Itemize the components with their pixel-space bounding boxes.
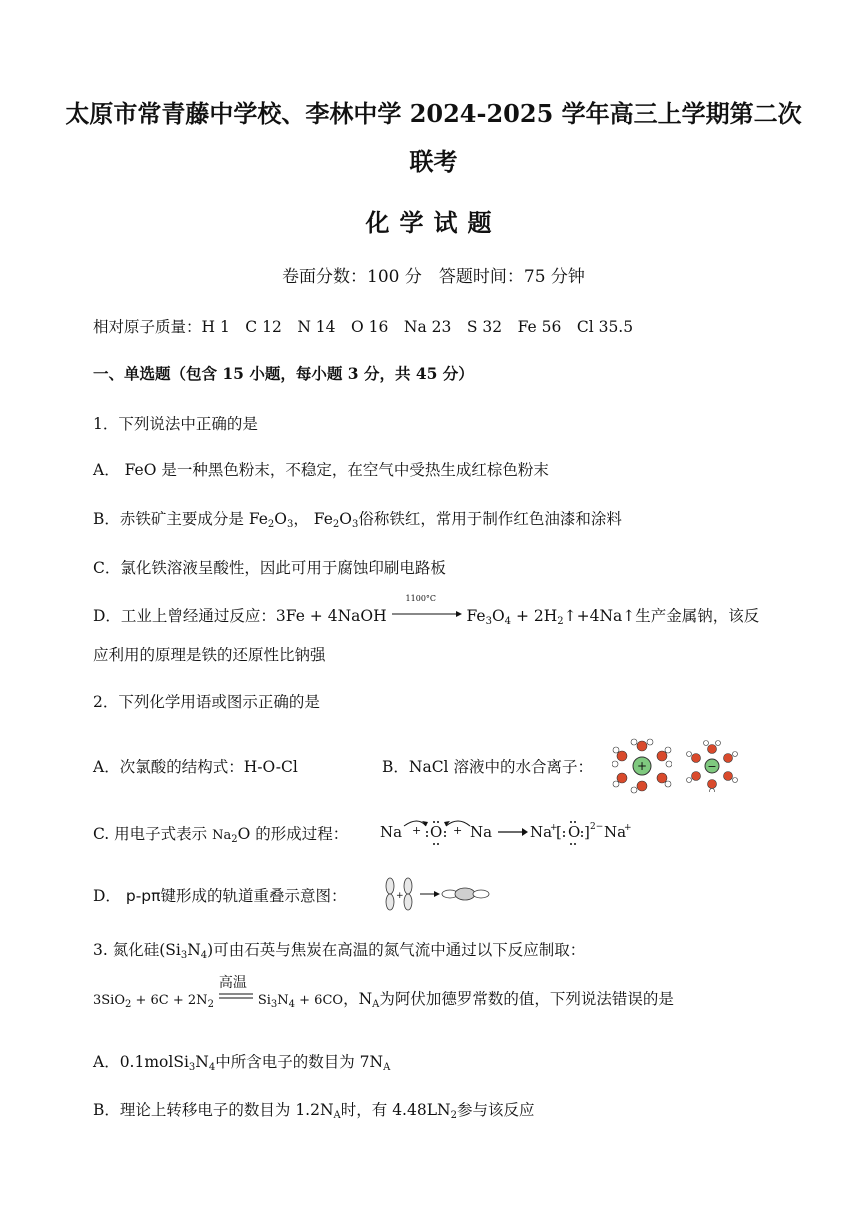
q1-option-b: B．赤铁矿主要成分是 $Fe_2O_3$， $Fe_2O_3$俗称铁红，常用于制作红色油漆和涂料 [93, 510, 622, 530]
arrow-icon [392, 609, 462, 619]
equation-condition: 高温 [219, 986, 253, 1004]
exam-subtitle: 化学试题 [365, 208, 502, 237]
svg-text:+: + [453, 824, 463, 837]
svg-text:+: + [636, 759, 648, 773]
svg-text:O: O [568, 823, 581, 841]
q1-option-c: C．氯化铁溶液呈酸性，因此可用于腐蚀印刷电路板 [93, 559, 446, 577]
equals-icon [219, 992, 253, 1000]
svg-text:Na: Na [604, 823, 627, 841]
svg-text:Na: Na [530, 823, 553, 841]
q2-option-a: A．次氯酸的结构式：H-O-Cl [93, 758, 298, 776]
q3-option-a: A．$0.1molSi_3N_4$中所含电子的数目为 $7N_A$ [93, 1053, 391, 1073]
svg-text:+: + [396, 891, 404, 901]
title-line-2: 联考 [409, 147, 458, 176]
orbital-overlap-icon [382, 876, 492, 912]
reaction-arrow: 1100°C [392, 603, 462, 621]
q1-option-d: D．工业上曾经通过反应：3Fe + 4NaOH 1100°C $Fe_3O_4$ + $2H_2↑+4Na↑$生产金属钠，该反 [93, 594, 760, 627]
svg-text:2−: 2− [590, 822, 604, 832]
svg-text:+: + [624, 823, 632, 833]
svg-text:[: [ [556, 823, 562, 841]
q2-stem: 2．下列化学用语或图示正确的是 [93, 693, 320, 711]
atomic-mass-line: 相对原子质量：H 1 C 12 N 14 O 16 Na 23 S 32 Fe 56 Cl 35.5 [93, 318, 634, 336]
q2-option-b: B．NaCl 溶液中的水合离子： [382, 758, 593, 776]
electron-formula-icon [378, 812, 648, 852]
svg-text:Na: Na [380, 823, 403, 841]
q1-option-a: A． FeO 是一种黑色粉末，不稳定，在空气中受热生成红棕色粉末 [93, 461, 549, 479]
section-heading: 一、单选题（包含 15 小题，每小题 3 分，共 45 分） [93, 364, 474, 383]
hydrated-cation-icon [612, 738, 672, 794]
q3-equation: $3SiO_2 + 6C + 2N_2$ 高温 $Si_3N_4 + 6CO$，$N_A$为阿伏加德罗常数的值，下列说法错误的是 [93, 975, 674, 1010]
q3-option-b: B．理论上转移电子的数目为 $1.2N_A$时，有 $4.48LN_2$参与该反应 [93, 1101, 535, 1121]
svg-text:+: + [412, 824, 422, 837]
svg-text:]: ] [584, 823, 590, 841]
exam-info: 卷面分数：100 分 答题时间：75 分钟 [282, 267, 585, 287]
q3-stem: 3. 氮化硅$(Si_3N_4)$可由石英与焦炭在高温的氮气流中通过以下反应制取： [93, 941, 586, 961]
q2-option-d: D． p-pπ键形成的轨道重叠示意图： [93, 887, 347, 905]
q1-option-d-cont: 应利用的原理是铁的还原性比钠强 [93, 646, 326, 664]
q1-stem: 1．下列说法中正确的是 [93, 415, 258, 433]
title-line-1: 太原市常青藤中学校、李林中学 2024-2025 学年高三上学期第二次 [65, 99, 802, 128]
svg-text:+: + [550, 823, 558, 833]
svg-text:O: O [430, 823, 443, 841]
svg-text:Na: Na [470, 823, 493, 841]
hydrated-anion-icon [686, 740, 738, 792]
q2-option-c: C. 用电子式表示 $Na_2O$ 的形成过程： [93, 825, 349, 845]
svg-text:−: − [707, 760, 717, 773]
